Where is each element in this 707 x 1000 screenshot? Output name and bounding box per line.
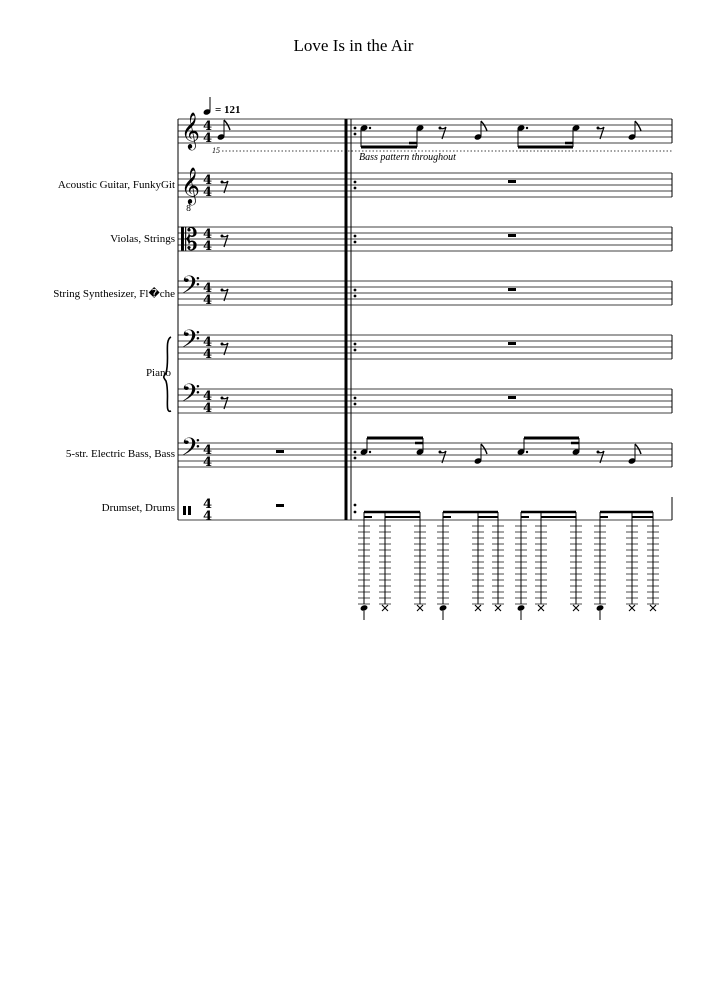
hihat-x-head	[650, 605, 656, 611]
repeat-dot	[354, 295, 357, 298]
bass-clef-icon: 𝄢	[181, 433, 201, 468]
hihat-x-head	[475, 605, 481, 611]
tempo-marking: = 121	[215, 104, 241, 116]
repeat-dot	[354, 349, 357, 352]
time-signature-bottom: 4	[203, 185, 213, 200]
bass-pattern-direction: Bass pattern throughout	[359, 152, 456, 163]
repeat-dot	[354, 457, 357, 460]
repeat-dot	[354, 187, 357, 190]
repeat-dot	[354, 181, 357, 184]
repeat-dot	[354, 403, 357, 406]
percussion-clef-icon	[183, 506, 186, 515]
bass-clef-icon: 𝄢	[181, 271, 201, 306]
score-title: Love Is in the Air	[293, 36, 414, 55]
eighth-rest-dot	[221, 289, 224, 292]
time-signature-top: 4	[203, 119, 213, 134]
hihat-x-head	[495, 605, 501, 611]
repeat-dot	[354, 235, 357, 238]
repeat-dot	[354, 343, 357, 346]
hihat-x-head	[382, 605, 388, 611]
instrument-label-string-synth: String Synthesizer, Fl�che	[53, 288, 175, 300]
ottava-marking: 15	[212, 146, 220, 155]
time-signature-top: 4	[203, 497, 213, 512]
time-signature-top: 4	[203, 389, 213, 404]
treble-clef-icon: 𝄞	[181, 111, 200, 149]
whole-rest	[508, 234, 516, 237]
note-dot	[526, 451, 528, 453]
repeat-dot	[354, 511, 357, 514]
repeat-dot	[354, 241, 357, 244]
eighth-rest-dot	[221, 235, 224, 238]
time-signature-bottom: 4	[203, 347, 213, 362]
alto-clef-icon: 𝄡	[181, 223, 198, 258]
time-signature-bottom: 4	[203, 293, 213, 308]
time-signature-top: 4	[203, 443, 213, 458]
time-signature-top: 4	[203, 281, 213, 296]
eighth-rest-dot	[221, 397, 224, 400]
repeat-dot	[354, 289, 357, 292]
staves	[178, 119, 672, 520]
repeat-dot	[354, 397, 357, 400]
eighth-rest-dot	[221, 181, 224, 184]
kick-note-head	[517, 604, 526, 611]
time-signature-bottom: 4	[203, 455, 213, 470]
repeat-dot	[354, 133, 357, 136]
repeat-dot	[354, 504, 357, 507]
eighth-rests	[221, 181, 229, 410]
kick-note-head	[360, 604, 369, 611]
eighth-rest-dot	[597, 127, 600, 130]
note-dot	[369, 127, 371, 129]
drum-notes	[358, 512, 659, 620]
note-dot	[369, 451, 371, 453]
instrument-label-piano: Piano	[145, 367, 171, 379]
note-dot	[526, 127, 528, 129]
time-signature-top: 4	[203, 227, 213, 242]
whole-rest	[276, 504, 284, 507]
repeat-dot	[354, 451, 357, 454]
time-signature-bottom: 4	[203, 239, 213, 254]
hihat-x-head	[629, 605, 635, 611]
time-signature-bottom: 4	[203, 131, 213, 146]
note-flag	[635, 121, 641, 131]
time-signatures	[203, 119, 212, 524]
clef-8-marker: 8	[186, 204, 192, 213]
whole-rest	[508, 180, 516, 183]
percussion-clef-icon	[188, 506, 191, 515]
time-signature-top: 4	[203, 173, 213, 188]
bass-clef-icon: 𝄢	[181, 379, 201, 414]
repeat-dot	[354, 127, 357, 130]
hihat-x-head	[538, 605, 544, 611]
instrument-label-electric-bass: 5-str. Electric Bass, Bass	[65, 448, 175, 460]
kick-note-head	[596, 604, 605, 611]
note-flag	[481, 121, 487, 131]
time-signature-top: 4	[203, 335, 213, 350]
time-signature-bottom: 4	[203, 509, 213, 524]
treble-clef-8-icon: 𝄞	[181, 166, 200, 204]
instrument-label-drumset: Drumset, Drums	[101, 502, 175, 514]
whole-rest	[508, 396, 516, 399]
kick-note-head	[439, 604, 448, 611]
eighth-rest-dot	[439, 451, 442, 454]
instrument-label-acoustic-guitar: Acoustic Guitar, FunkyGit	[57, 179, 175, 191]
bass-clef-icon: 𝄢	[181, 325, 201, 360]
eighth-rest-dot	[597, 451, 600, 454]
time-signature-bottom: 4	[203, 401, 213, 416]
hihat-x-head	[573, 605, 579, 611]
whole-rest	[508, 288, 516, 291]
hihat-x-head	[417, 605, 423, 611]
eighth-rest-dot	[221, 343, 224, 346]
whole-rest	[508, 342, 516, 345]
piano-brace	[164, 337, 171, 411]
eighth-rest-dot	[439, 127, 442, 130]
instrument-label-violas: Violas, Strings	[110, 233, 175, 245]
whole-rest	[276, 450, 284, 453]
